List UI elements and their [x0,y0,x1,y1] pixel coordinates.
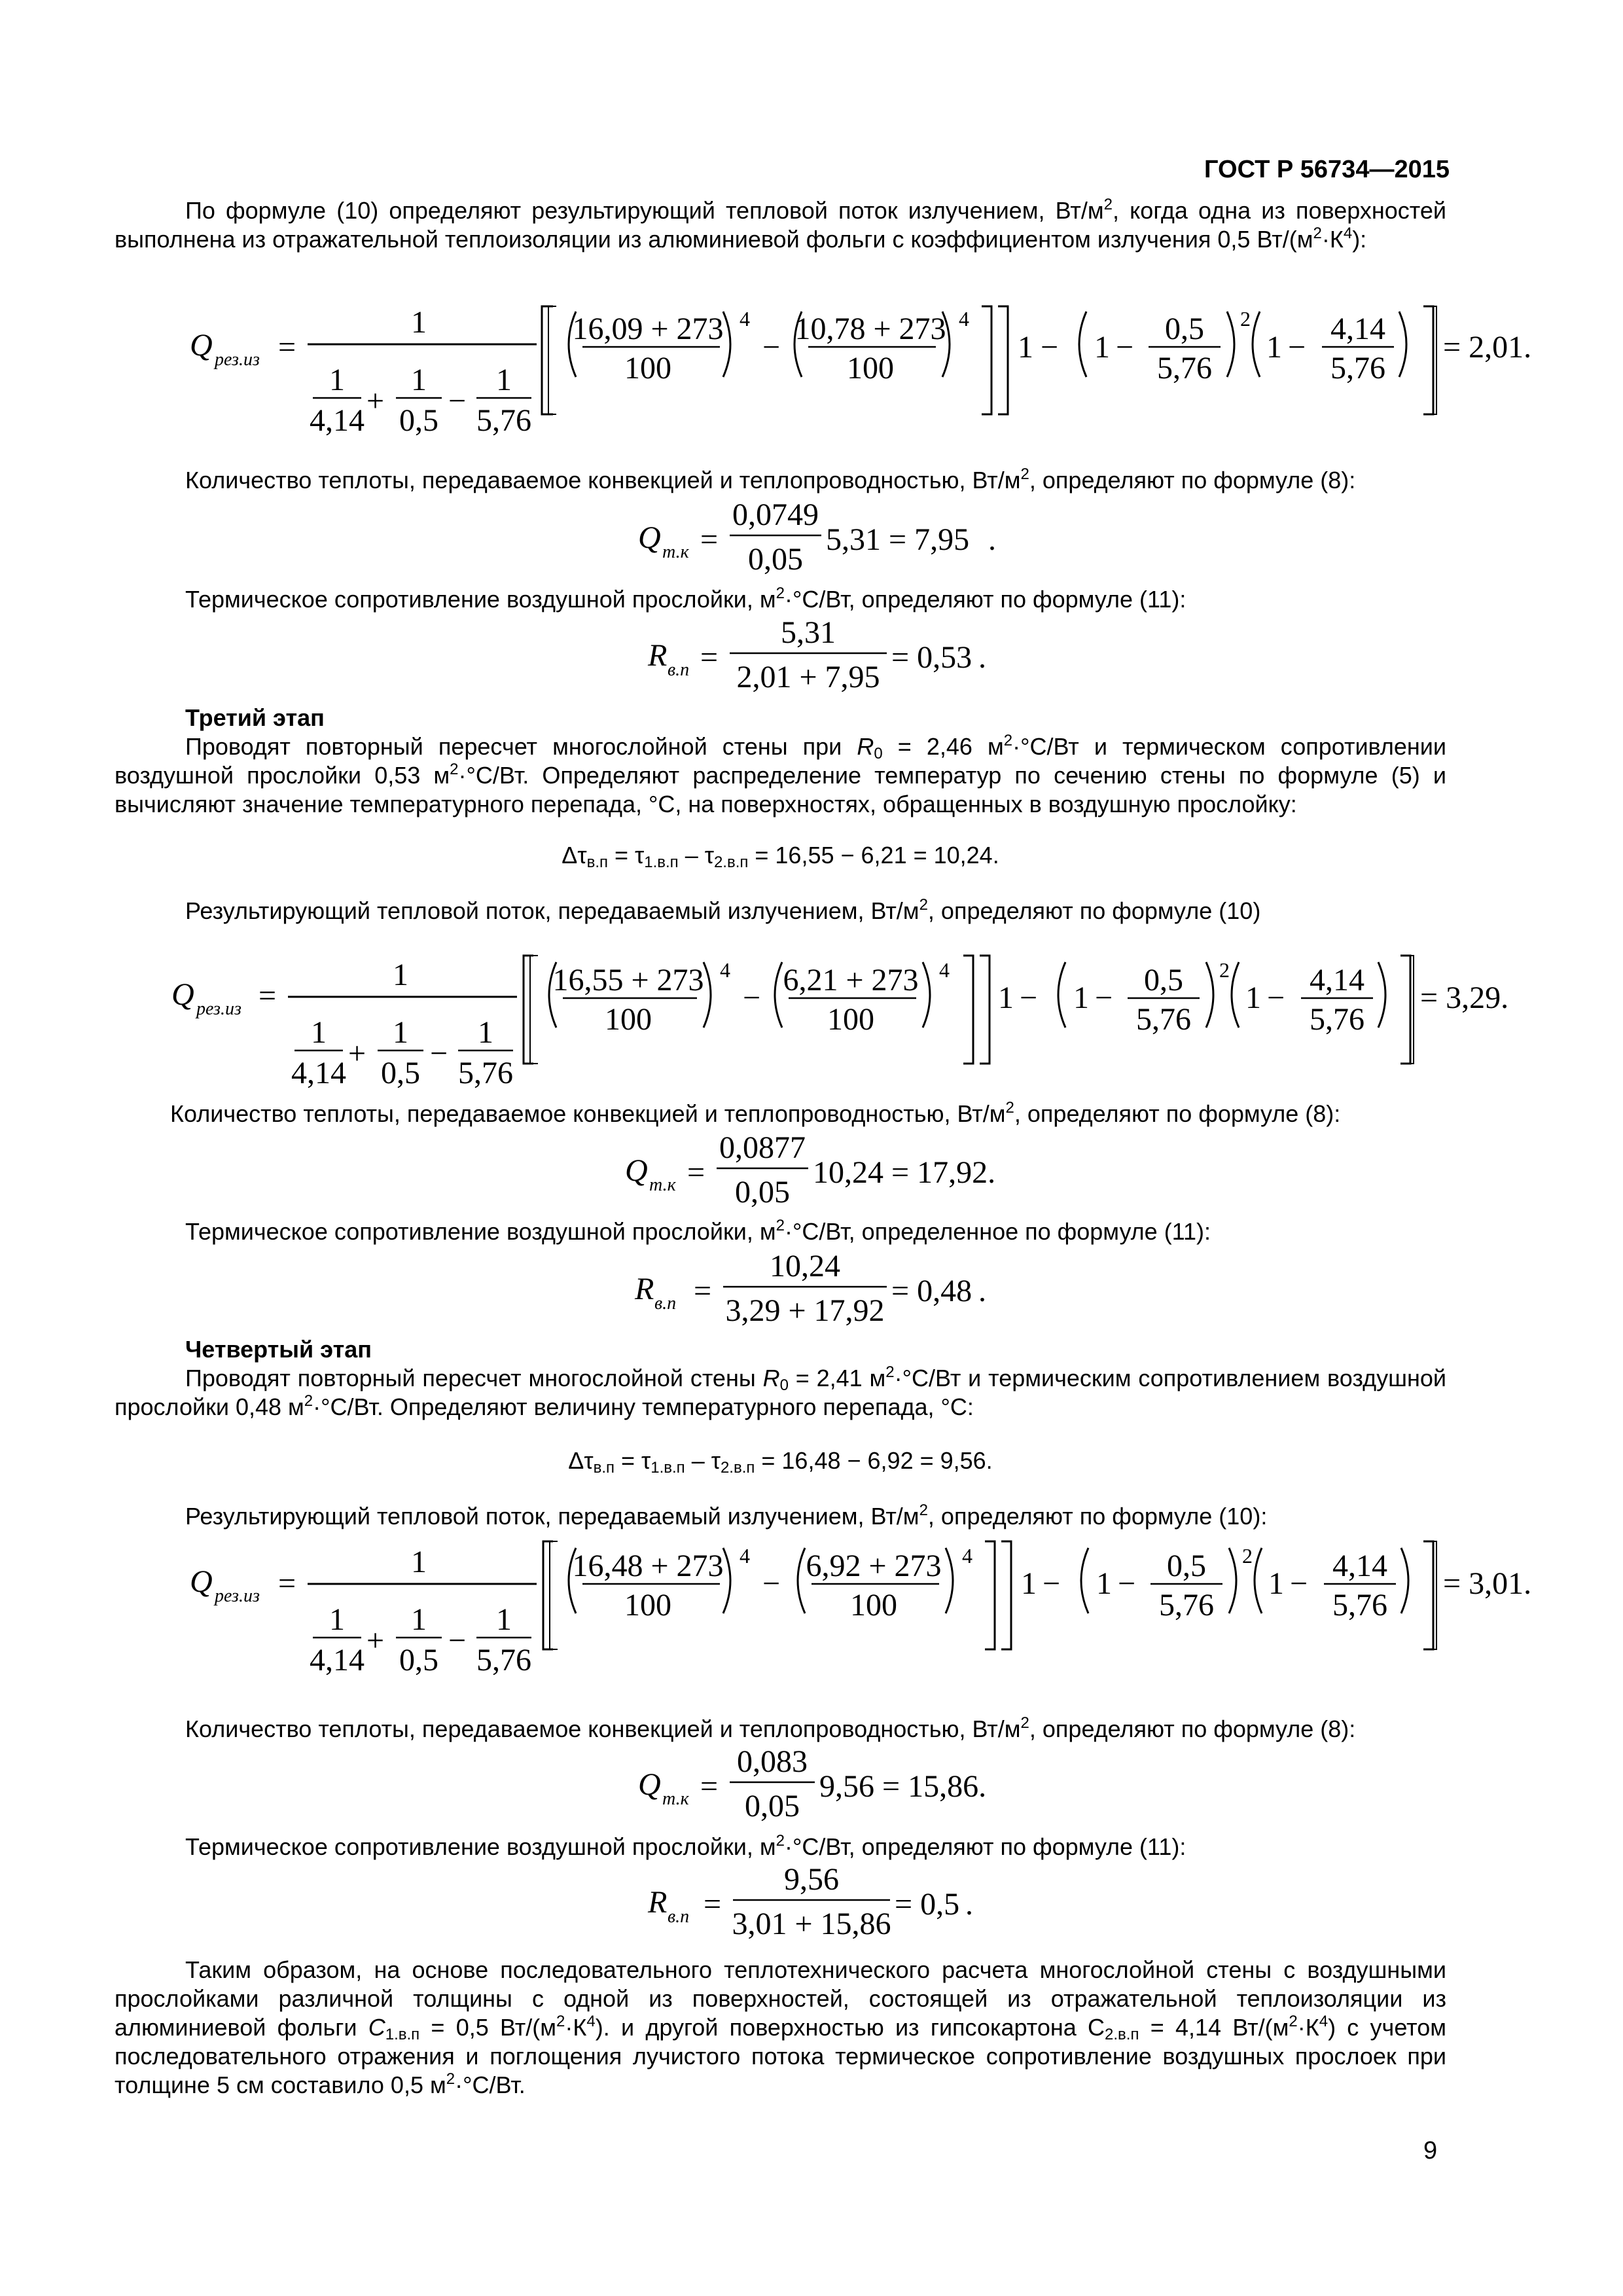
svg-text:в.п: в.п [668,1907,690,1927]
paragraph-stage-4: Проводят повторный пересчет многослойной стены $R_0 = 2,41$ $м^2\cdot^\circ С/Вт$ и термическим сопротивлением воздушной прослойки 0,48 $м^2\cdot^\circ С/Вт$. Определяют величину температурного перепада, °С: [115,1363,1446,1420]
svg-text:4: 4 [939,958,950,982]
svg-text:4: 4 [740,1544,750,1568]
svg-text:−: − [1290,1566,1308,1601]
document-id: ГОСТ Р 56734—2015 [1204,156,1450,183]
temp-term-1: 16,09 + 273 [572,312,724,346]
svg-text:−: − [1267,980,1285,1015]
svg-text:10,24: 10,24 [770,1249,840,1283]
paragraph-radiation-formula: По формуле (10) определяют результирующий тепловой поток излучением, $Вт/м^2$, когда одна из поверхностей выполнена из отражательной теплоизоляции из алюминиевой фольги с коэффициентом излучения 0,5 $Вт/(м^2\cdot К^4)$: [115,196,1446,253]
svg-text:0,5: 0,5 [399,1643,438,1677]
equation-convection-stage3 [0,1130,1623,1215]
svg-text:= 0,5: = 0,5 [895,1887,960,1922]
svg-text:=: = [694,1274,712,1308]
equation-radiation-stage3 [0,946,1623,1103]
svg-text:−: − [762,1566,781,1601]
svg-text:−: − [762,330,781,365]
svg-text:0,5: 0,5 [1144,963,1183,997]
svg-text:=: = [700,640,719,675]
svg-text:5,31 = 7,95: 5,31 = 7,95 [826,522,970,557]
equation-radiation-stage4 [0,1532,1623,1689]
svg-text:3,29 + 17,92: 3,29 + 17,92 [725,1293,885,1328]
svg-text:1: 1 [1094,330,1110,365]
svg-text:=: = [704,1887,722,1922]
svg-text:1: 1 [393,958,408,992]
svg-text:1: 1 [1073,980,1089,1015]
svg-text:100: 100 [827,1002,874,1037]
svg-text:−: − [743,980,761,1015]
svg-text:16,55 + 273: 16,55 + 273 [552,963,704,997]
svg-text:9,56 = 15,86.: 9,56 = 15,86. [819,1769,987,1804]
svg-text:4,14: 4,14 [310,1643,365,1677]
equation-resistance-stage4 [0,1862,1623,1947]
svg-text:5,76: 5,76 [476,1643,531,1677]
svg-text:Q: Q [171,977,194,1012]
svg-text:рез.из: рез.из [196,999,241,1019]
svg-text:= 3,01.: = 3,01. [1443,1566,1532,1601]
svg-text:т.к: т.к [649,1175,676,1195]
svg-text:0,05: 0,05 [735,1175,790,1210]
svg-text:=: = [259,978,277,1013]
svg-text:3,01 + 15,86: 3,01 + 15,86 [732,1907,891,1941]
svg-text:16,48 + 273: 16,48 + 273 [572,1549,724,1583]
svg-text:=: = [687,1155,705,1190]
equation-svg [0,300,1623,457]
svg-text:1: 1 [1096,1566,1112,1601]
svg-text:100: 100 [624,351,671,386]
page-number: 9 [1423,2137,1438,2164]
svg-text:Q: Q [625,1153,648,1188]
svg-text:5,76: 5,76 [1157,351,1212,386]
eq-lhs: Q [190,328,213,363]
svg-text:1: 1 [411,1545,427,1579]
svg-text:.: . [978,640,986,675]
svg-text:1: 1 [478,1015,493,1050]
svg-text:.: . [965,1887,973,1922]
denom-term-1-num: 1 [329,363,345,397]
svg-text:2,01 + 7,95: 2,01 + 7,95 [736,660,880,694]
svg-text:Q: Q [638,520,661,555]
denom-term-3-den: 5,76 [476,403,531,438]
paragraph-convection: Количество теплоты, передаваемое конвекцией и теплопроводностью, $Вт/м^2$, определяют по формуле (8): [185,465,1356,493]
svg-text:Q: Q [638,1767,661,1802]
svg-text:2: 2 [1242,1544,1253,1568]
equation-resistance-stage3 [0,1249,1623,1334]
svg-text:5,76: 5,76 [458,1056,513,1090]
svg-text:−: − [430,1036,448,1071]
denom-term-2-den: 0,5 [399,403,438,438]
svg-text:1: 1 [393,1015,408,1050]
equation-resistance-stage2 [0,615,1623,700]
svg-text:100: 100 [850,1588,897,1623]
svg-text:1: 1 [1266,330,1282,365]
svg-text:=: = [700,522,719,557]
svg-text:0,05: 0,05 [748,542,803,577]
svg-text:5,31: 5,31 [781,615,836,650]
eq-result: = 2,01. [1443,330,1532,365]
svg-text:т.к: т.к [662,542,689,562]
svg-text:−: − [448,1623,467,1658]
svg-text:R: R [648,638,668,673]
svg-text:в.п: в.п [668,660,690,680]
paragraph-convection-stage3: Количество теплоты, передаваемое конвекцией и теплопроводностью, $Вт/м^2$, определяют по формуле (8): [170,1099,1341,1127]
svg-text:100: 100 [605,1002,652,1037]
svg-text:Q: Q [190,1564,213,1599]
svg-text:4,14: 4,14 [291,1056,346,1090]
svg-text:2: 2 [1240,307,1251,331]
denom-term-1-den: 4,14 [310,403,365,438]
svg-text:−: − [1041,330,1059,365]
paragraph-convection-stage4: Количество теплоты, передаваемое конвекцией и теплопроводностью, $Вт/м^2$, определяют по формуле (8): [185,1714,1356,1742]
svg-text:1: 1 [1021,1566,1037,1601]
svg-text:4: 4 [962,1544,972,1568]
paragraph-radiation-stage3: Результирующий тепловой поток, передаваемый излучением, $Вт/м^2$, определяют по формуле (10) [185,896,1261,924]
svg-text:−: − [1043,1566,1061,1601]
svg-text:5,76: 5,76 [1310,1002,1364,1037]
svg-text:−: − [1020,980,1038,1015]
svg-text:R: R [648,1885,668,1920]
svg-text:= 0,53: = 0,53 [891,640,972,675]
svg-text:в.п: в.п [654,1293,677,1314]
svg-text:−: − [448,384,467,418]
svg-text:100: 100 [624,1588,671,1623]
svg-text:−: − [1116,330,1134,365]
heading-stage-4: Четвертый этап [185,1336,372,1363]
svg-text:= 3,29.: = 3,29. [1420,980,1509,1015]
svg-text:6,21 + 273: 6,21 + 273 [783,963,919,997]
equation-radiation-stage2 [0,300,1623,457]
svg-text:.: . [978,1274,986,1308]
paragraph-radiation-stage4: Результирующий тепловой поток, передаваемый излучением, $Вт/м^2$, определяют по формуле (10): [185,1501,1268,1530]
svg-text:1: 1 [496,1602,512,1637]
svg-text:4: 4 [959,307,969,331]
svg-text:1: 1 [311,1015,327,1050]
eq-numerator: 1 [411,305,427,340]
paragraph-conclusion: Таким образом, на основе последовательного теплотехнического расчета многослойной стены с воздушными прослойками различной толщины с одной из поверхностей, состоящей из отражательной теплоизоляции из алюминиевой фольги $С_{1.в.п} = 0,5$ $Вт/(м^2\cdot К^4)$. и другой поверхностью из гипсокартона $С_{2.в.п} = 4,14$ $Вт/(м^2\cdot К^4)$ с учетом последовательного отражения и поглощения лучистого потока термическое сопротивление воздушных прослоек при толщине 5 см составило 0,5 $м^2\cdot^\circ С/Вт$. [115,1956,1446,2098]
svg-text:0,0749: 0,0749 [732,497,819,532]
svg-text:0,5: 0,5 [1165,312,1204,346]
svg-text:= 0,48: = 0,48 [891,1274,972,1308]
denom-term-3-num: 1 [496,363,512,397]
equation-delta-tau-stage3: $\Delta\tau_{в.п} = \tau_{1.в.п} - \tau_{2.в.п} = 16,55 - 6,21 = 10,24$. [562,842,999,871]
equation-delta-tau-stage4: $\Delta\tau_{в.п} = \tau_{1.в.п} - \tau_{2.в.п} = 16,48 - 6,92 = 9,56$. [568,1447,993,1477]
svg-text:т.к: т.к [662,1789,689,1809]
svg-text:0,0877: 0,0877 [719,1130,806,1165]
svg-text:4,14: 4,14 [1330,312,1385,346]
eq-equals: = [278,330,296,365]
svg-text:5,76: 5,76 [1136,1002,1191,1037]
paragraph-thermal-resistance-stage3: Термическое сопротивление воздушной прослойки, $м^2\cdot^\circ С/Вт$, определенное по формуле (11): [185,1217,1211,1245]
eq-lhs-sub: рез.из [215,350,260,370]
svg-text:10,24 = 17,92.: 10,24 = 17,92. [813,1155,996,1190]
svg-text:1: 1 [411,1602,427,1637]
svg-text:0,5: 0,5 [1167,1549,1206,1583]
svg-text:0,05: 0,05 [745,1789,800,1823]
svg-text:5,76: 5,76 [1332,1588,1387,1623]
denom-term-2-num: 1 [411,363,427,397]
svg-text:2: 2 [1219,958,1230,982]
svg-text:1: 1 [1268,1566,1284,1601]
svg-text:рез.из: рез.из [215,1586,260,1606]
svg-text:−: − [1095,980,1113,1015]
svg-text:.: . [988,522,996,557]
svg-text:0,5: 0,5 [381,1056,420,1090]
paragraph-stage-3: Проводят повторный пересчет многослойной стены при $R_0 = 2,46$ $м^2\cdot^\circ С/Вт$ и термическом сопротивлении воздушной прослойки 0,53 $м^2\cdot^\circ С/Вт$. Определяют распределение температур по сечению стены по формуле (5) и вычисляют значение температурного перепада, °С, на поверхностях, обращенных в воздушную прослойку: [115,732,1446,817]
paragraph-thermal-resistance: Термическое сопротивление воздушной прослойки, $м^2\cdot^\circ С/Вт$, определяют по формуле (11): [185,584,1186,613]
svg-text:1: 1 [998,980,1014,1015]
svg-text:4,14: 4,14 [1332,1549,1387,1583]
svg-text:9,56: 9,56 [784,1862,839,1897]
svg-text:+: + [348,1036,366,1071]
svg-text:R: R [635,1272,654,1306]
svg-text:4: 4 [740,307,750,331]
svg-text:−: − [1288,330,1306,365]
svg-text:−: − [1118,1566,1136,1601]
svg-text:0,083: 0,083 [737,1744,808,1779]
equation-convection-stage4 [0,1744,1623,1829]
svg-text:1: 1 [329,1602,345,1637]
svg-text:5,76: 5,76 [1159,1588,1214,1623]
equation-convection-stage2 [0,497,1623,583]
svg-text:4,14: 4,14 [1310,963,1364,997]
svg-text:5,76: 5,76 [1330,351,1385,386]
temp-term-2: 10,78 + 273 [794,312,946,346]
paragraph-thermal-resistance-stage4: Термическое сопротивление воздушной прослойки, $м^2\cdot^\circ С/Вт$, определяют по формуле (11): [185,1832,1186,1860]
svg-text:4: 4 [720,958,730,982]
svg-text:100: 100 [847,351,894,386]
svg-text:6,92 + 273: 6,92 + 273 [806,1549,942,1583]
svg-text:+: + [366,384,385,418]
svg-text:1: 1 [1018,330,1033,365]
svg-text:=: = [700,1769,719,1804]
svg-text:+: + [366,1623,385,1658]
heading-stage-3: Третий этап [185,704,325,731]
svg-text:1: 1 [1245,980,1261,1015]
svg-text:=: = [278,1566,296,1601]
